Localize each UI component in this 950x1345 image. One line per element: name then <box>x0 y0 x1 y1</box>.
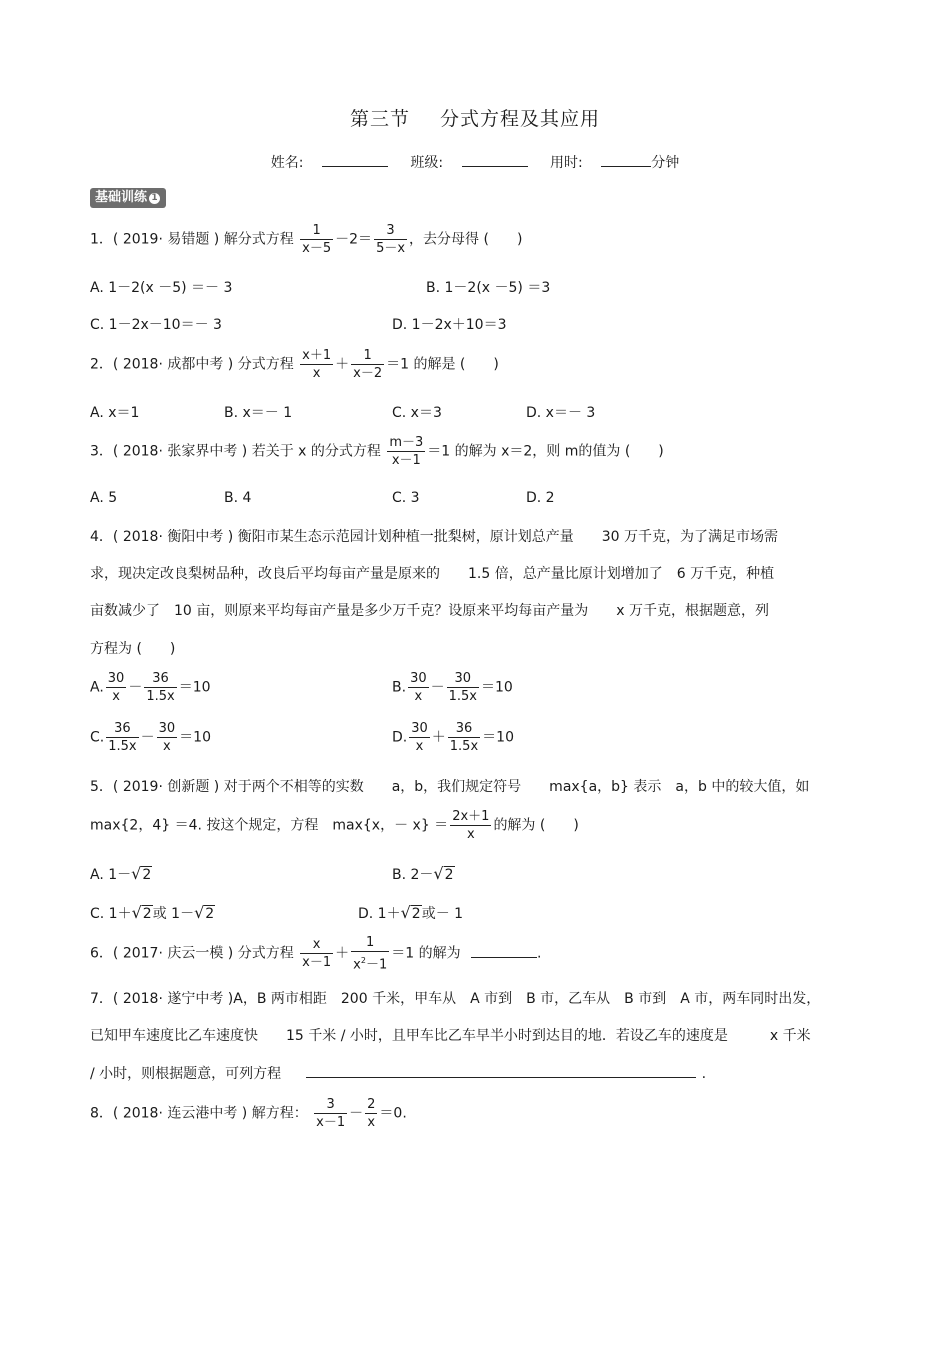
q6-fraction-1: $\frac{x}{x-1}$ <box>302 937 332 971</box>
basic-training-badge <box>90 188 166 208</box>
q5-fraction: $\frac{2x+1}{x}$ <box>452 809 490 842</box>
sqrt-symbol: √2 <box>400 903 421 922</box>
time-field[interactable] <box>601 152 651 167</box>
time-label: 用时: <box>550 155 583 171</box>
badge-number: 1 <box>149 193 160 204</box>
q2-option-d[interactable]: D. x＝－ 3 <box>526 405 596 421</box>
name-label: 姓名: <box>270 155 304 171</box>
q1-stem: 1．( 2019· 易错题 ) 解分式方程 <box>90 231 294 248</box>
q1-option-a[interactable]: A. 1－2(x －5) ＝－ 3 <box>90 280 233 296</box>
q6-stem: 6．( 2017· 庆云一模 ) 分式方程 <box>90 945 294 962</box>
q1-option-c[interactable]: C. 1－2x－10＝－ 3 <box>90 317 222 333</box>
q6-fraction-2: $\frac{1}{x^2-1}$ <box>353 935 388 973</box>
q7-answer-blank[interactable] <box>306 1063 696 1078</box>
q3-option-d[interactable]: D. 2 <box>526 490 555 506</box>
q2-option-b[interactable]: B. x＝－ 1 <box>224 405 293 421</box>
q7-line-1: 7．( 2018· 遂宁中考 )A，B 两市相距 200 千米，甲车从 A 市到 B 市，乙车从 B 市到 A 市，两车同时出发， <box>90 991 821 1007</box>
badge-label: 基础训练 <box>95 190 148 205</box>
question-2: 2．( 2018· 成都中考 ) 分式方程 $\frac{x+1}{x}$ ＋ $\frac{1}{x-2}$ ＝1 的解是 ( ) <box>90 348 499 381</box>
q2-option-a[interactable]: A. x＝1 <box>90 405 140 421</box>
q8-fraction-2: $\frac{2}{x}$ <box>367 1097 376 1130</box>
section-number: 第三节 <box>349 108 410 130</box>
q5-option-d[interactable]: D. 1＋√2或－ 1 <box>358 903 464 922</box>
q5-line-2: max{2，4} ＝4. 按这个规定，方程 max{x，－ x} ＝ $\frac{2x+1}{x}$ 的解为 ( ) <box>90 809 579 842</box>
q3-stem: 3．( 2018· 张家界中考 ) 若关于 x 的分式方程 <box>90 443 381 460</box>
q4-option-b[interactable]: B. $\frac{30}{x}$ － $\frac{30}{1.5x}$ ＝10 <box>392 671 513 704</box>
student-info <box>0 152 950 172</box>
sqrt-symbol: √2 <box>131 903 152 922</box>
q4-option-d[interactable]: D. $\frac{30}{x}$ ＋ $\frac{36}{1.5x}$ ＝10 <box>392 721 514 754</box>
q3-fraction: $\frac{m-3}{x-1}$ <box>389 435 424 468</box>
q1-option-b[interactable]: B. 1－2(x －5) ＝3 <box>426 280 551 296</box>
name-field[interactable] <box>322 152 388 167</box>
q2-fraction-2: $\frac{1}{x-2}$ <box>353 348 383 381</box>
q4-line-1: 4．( 2018· 衡阳中考 ) 衡阳市某生态示范园计划种植一批梨树，原计划总产量 30 万千克，为了满足市场需 <box>90 529 778 545</box>
minute-unit: 分钟 <box>651 155 680 171</box>
q3-option-a[interactable]: A. 5 <box>90 490 118 506</box>
section-title: 分式方程及其应用 <box>440 108 601 130</box>
q2-fraction-1: $\frac{x+1}{x}$ <box>302 348 332 381</box>
q5-option-c[interactable]: C. 1＋√2或 1－√2 <box>90 903 215 922</box>
q6-answer-blank[interactable] <box>471 943 537 958</box>
question-3: 3．( 2018· 张家界中考 ) 若关于 x 的分式方程 $\frac{m-3}{x-1}$ ＝1 的解为 x＝2，则 m的值为 ( ) <box>90 435 664 468</box>
question-8: 8．( 2018· 连云港中考 ) 解方程： $\frac{3}{x-1}$ － $\frac{2}{x}$ ＝0. <box>90 1097 407 1130</box>
sqrt-symbol: √2 <box>194 903 215 922</box>
q8-fraction-1: $\frac{3}{x-1}$ <box>316 1097 346 1130</box>
class-field[interactable] <box>462 152 528 167</box>
q4-option-c[interactable]: C. $\frac{36}{1.5x}$ － $\frac{30}{x}$ ＝10 <box>90 721 211 754</box>
q4-line-4: 方程为 ( ) <box>90 641 176 657</box>
q5-line-1: 5．( 2019· 创新题 ) 对于两个不相等的实数 a，b，我们规定符号 max{a，b} 表示 a，b 中的较大值，如 <box>90 779 810 795</box>
sqrt-symbol: √2 <box>433 864 454 883</box>
sqrt-symbol: √2 <box>131 864 152 883</box>
question-6: 6．( 2017· 庆云一模 ) 分式方程 $\frac{x}{x-1}$ ＋ $\frac{1}{x^2-1}$ ＝1 的解为 . <box>90 935 542 973</box>
q1-fraction-2: $\frac{3}{5-x}$ <box>376 223 406 256</box>
q1-option-d[interactable]: D. 1－2x＋10＝3 <box>392 317 507 333</box>
q4-line-2: 求，现决定改良梨树品种，改良后平均每亩产量是原来的 1.5 倍，总产量比原计划增加了 6 万千克，种植 <box>90 566 775 582</box>
q5-option-b[interactable]: B. 2－√2 <box>392 864 454 883</box>
question-1: 1．( 2019· 易错题 ) 解分式方程 $\frac{1}{x-5}$ －2＝ $\frac{3}{5-x}$ ，去分母得 ( ) <box>90 223 523 256</box>
q2-option-c[interactable]: C. x＝3 <box>392 405 442 421</box>
q3-option-c[interactable]: C. 3 <box>392 490 420 506</box>
q4-line-3: 亩数减少了 10 亩，则原来平均每亩产量是多少万千克？设原来平均每亩产量为 x 万千克，根据题意，列 <box>90 603 769 619</box>
q2-stem: 2．( 2018· 成都中考 ) 分式方程 <box>90 356 294 373</box>
q5-option-a[interactable]: A. 1－√2 <box>90 864 152 883</box>
q4-option-a[interactable]: A. $\frac{30}{x}$ － $\frac{36}{1.5x}$ ＝10 <box>90 671 211 704</box>
class-label: 班级: <box>410 155 444 171</box>
page-title <box>0 104 950 131</box>
q1-fraction-1: $\frac{1}{x-5}$ <box>302 223 332 256</box>
q3-option-b[interactable]: B. 4 <box>224 490 252 506</box>
q7-line-3: / 小时，则根据题意，可列方程 . <box>90 1063 706 1083</box>
q7-line-2: 已知甲车速度比乙车速度快 15 千米 / 小时，且甲车比乙车早半小时到达目的地．若设乙车的速度是 x 千米 <box>90 1028 811 1044</box>
q8-stem: 8．( 2018· 连云港中考 ) 解方程： <box>90 1105 308 1122</box>
